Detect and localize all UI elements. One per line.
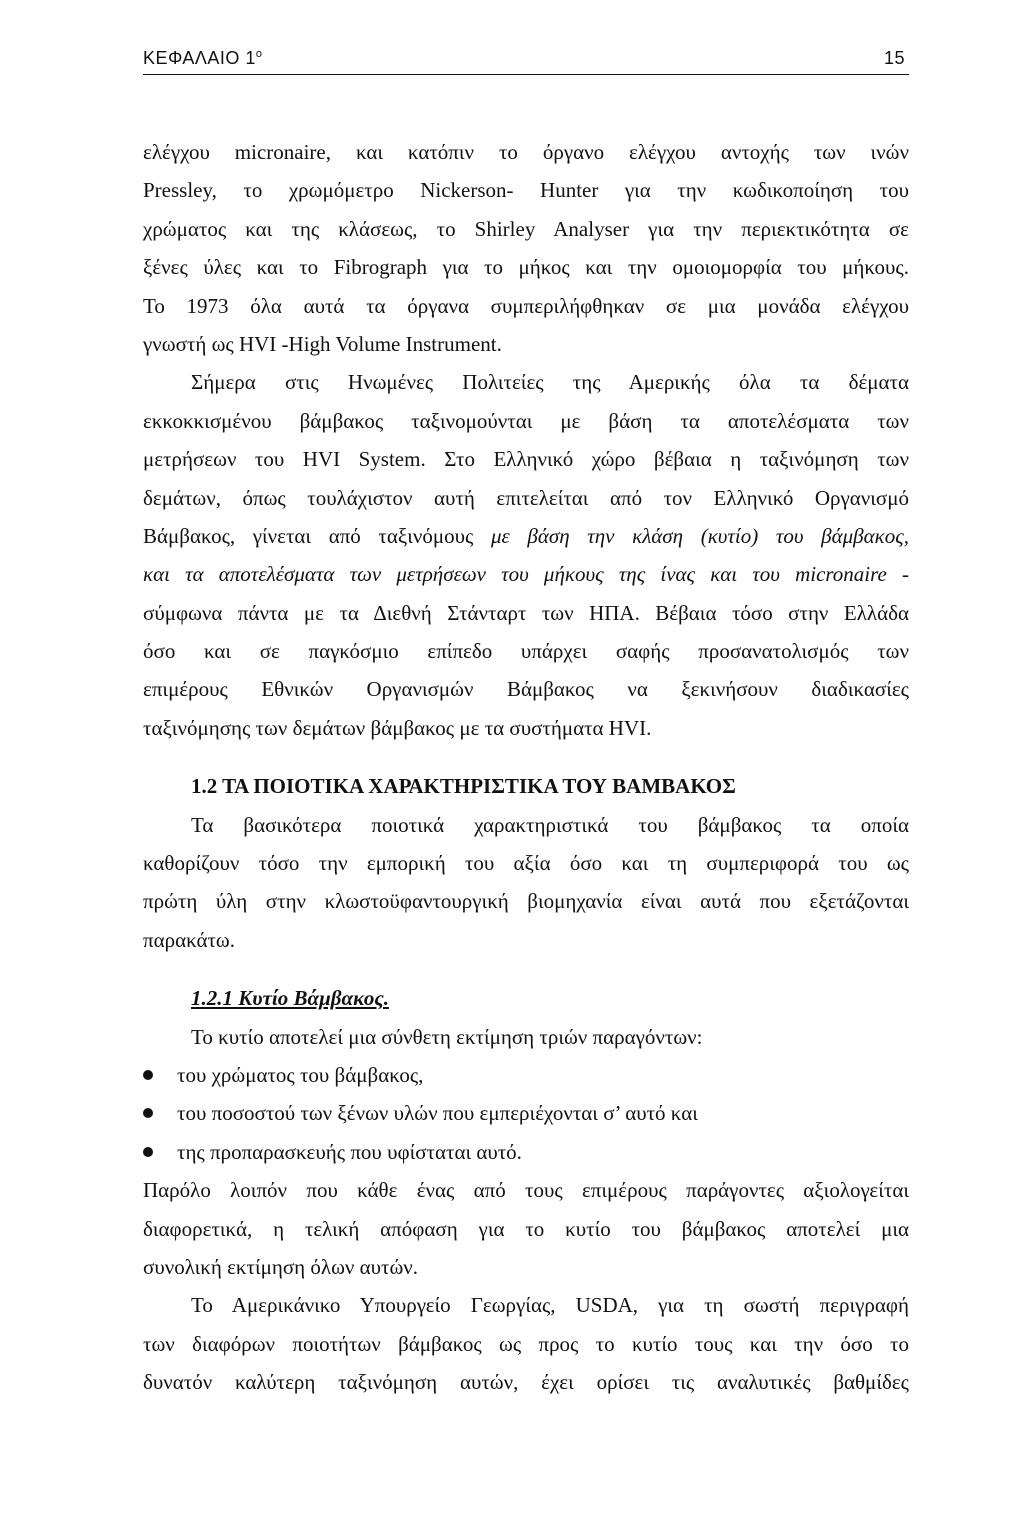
paragraph-line: πρώτη ύλη στην κλωστοϋφαντουργική βιομηχανία είναι αυτά που εξετάζονται: [143, 889, 909, 914]
bullet-item: [143, 1056, 909, 1094]
bullet-text: του χρώματος του βάμβακος,: [177, 1062, 424, 1087]
paragraph-line: Παρόλο λοιπόν που κάθε ένας από τους επιμέρους παράγοντες αξιολογείται: [143, 1178, 909, 1203]
paragraph-line: καθορίζουν τόσο την εμπορική του αξία όσο και τη συμπεριφορά του ως: [143, 851, 909, 876]
paragraph-line: ελέγχου micronaire, και κατόπιν το όργανο ελέγχου αντοχής των ινών: [143, 140, 909, 164]
paragraph-line: Τα βασικότερα ποιοτικά χαρακτηριστικά του βάμβακος τα οποία: [191, 812, 909, 837]
paragraph-line: εκκοκκισμένου βάμβακος ταξινομούνται με βάση τα αποτελέσματα των: [143, 408, 909, 433]
paragraph-line: σύμφωνα πάντα με τα Διεθνή Στάνταρτ των ΗΠΑ. Βέβαια τόσο στην Ελλάδα: [143, 600, 909, 625]
running-header: [143, 46, 909, 75]
paragraph-line: παρακάτω.: [143, 927, 235, 952]
paragraph-line: Το Αμερικάνικο Υπουργείο Γεωργίας, USDA, για τη σωστή περιγραφή: [191, 1293, 909, 1318]
document-page: [143, 0, 909, 1514]
paragraph-line: γνωστή ως HVI -High Volume Instrument.: [143, 331, 502, 356]
bullet-item: [143, 1094, 909, 1132]
subsection-heading: 1.2.1 Κυτίο Βάμβακος.: [191, 986, 389, 1011]
italic-text: με βάση την κλάση (κυτίο) του βάμβακος,: [490, 523, 909, 548]
bullet-text: του ποσοστού των ξένων υλών που εμπεριέχονται σ’ αυτό και: [177, 1101, 698, 1126]
paragraph-line: δυνατόν καλύτερη ταξινόμηση αυτών, έχει ορίσει τις αναλυτικές βαθμίδες: [143, 1370, 909, 1395]
body-text: [143, 133, 909, 1402]
bullet-item: [143, 1133, 909, 1171]
paragraph-line: Το κυτίο αποτελεί μια σύνθετη εκτίμηση τριών παραγόντων:: [191, 1024, 703, 1049]
page-number: 15: [883, 48, 905, 68]
paragraph-line: Σήμερα στις Ηνωμένες Πολιτείες της Αμερικής όλα τα δέματα: [191, 370, 909, 395]
paragraph-line: των διαφόρων ποιοτήτων βάμβακος ως προς το κυτίο τους και την όσο το: [143, 1331, 909, 1356]
paragraph-line: μετρήσεων του HVI System. Στο Ελληνικό χώρο βέβαια η ταξινόμηση των: [143, 447, 909, 472]
bullet-icon: [143, 1108, 153, 1118]
paragraph-line: Το 1973 όλα αυτά τα όργανα συμπεριλήφθηκαν σε μια μονάδα ελέγχου: [143, 293, 909, 318]
paragraph-line: χρώματος και της κλάσεως, το Shirley Analyser για την περιεκτικότητα σε: [143, 216, 909, 241]
chapter-superscript: ο: [255, 48, 263, 60]
paragraph-line: ταξινόμησης των δεμάτων βάμβακος με τα συστήματα HVI.: [143, 715, 652, 740]
paragraph-line: διαφορετικά, η τελική απόφαση για το κυτίο του βάμβακος αποτελεί μια: [143, 1216, 909, 1241]
paragraph-line: [143, 517, 909, 555]
spacer: [143, 747, 909, 767]
paragraph-line: ξένες ύλες και το Fibrograph για το μήκος και την ομοιομορφία του μήκους.: [143, 255, 909, 280]
paragraph-line: όσο και σε παγκόσμιο επίπεδο υπάρχει σαφής προσανατολισμός των: [143, 639, 909, 664]
paragraph-line: επιμέρους Εθνικών Οργανισμών Βάμβακος να ξεκινήσουν διαδικασίες: [143, 677, 909, 702]
bullet-icon: [143, 1147, 153, 1157]
paragraph-line: συνολική εκτίμηση όλων αυτών.: [143, 1254, 419, 1279]
paragraph-line: δεμάτων, όπως τουλάχιστον αυτή επιτελείται από τον Ελληνικό Οργανισμό: [143, 485, 909, 510]
paragraph-line: Pressley, το χρωμόμετρο Nickerson- Hunter για την κωδικοποίηση του: [143, 178, 909, 203]
bullet-text: της προπαρασκευής που υφίσταται αυτό.: [177, 1139, 522, 1164]
spacer: [143, 959, 909, 979]
bullet-icon: [143, 1070, 153, 1080]
chapter-label: ΚΕΦΑΛΑΙΟ $1^o$: [143, 48, 263, 68]
section-heading: 1.2 ΤΑ ΠΟΙΟΤΙΚΑ ΧΑΡΑΚΤΗΡΙΣΤΙΚΑ ΤΟΥ ΒΑΜΒΑΚΟΣ: [191, 774, 736, 799]
paragraph-line-italic: και τα αποτελέσματα των μετρήσεων του μήκους της ίνας και του micronaire -: [143, 562, 909, 587]
line-text: Βάμβακος, γίνεται από ταξινόμους: [143, 523, 491, 548]
